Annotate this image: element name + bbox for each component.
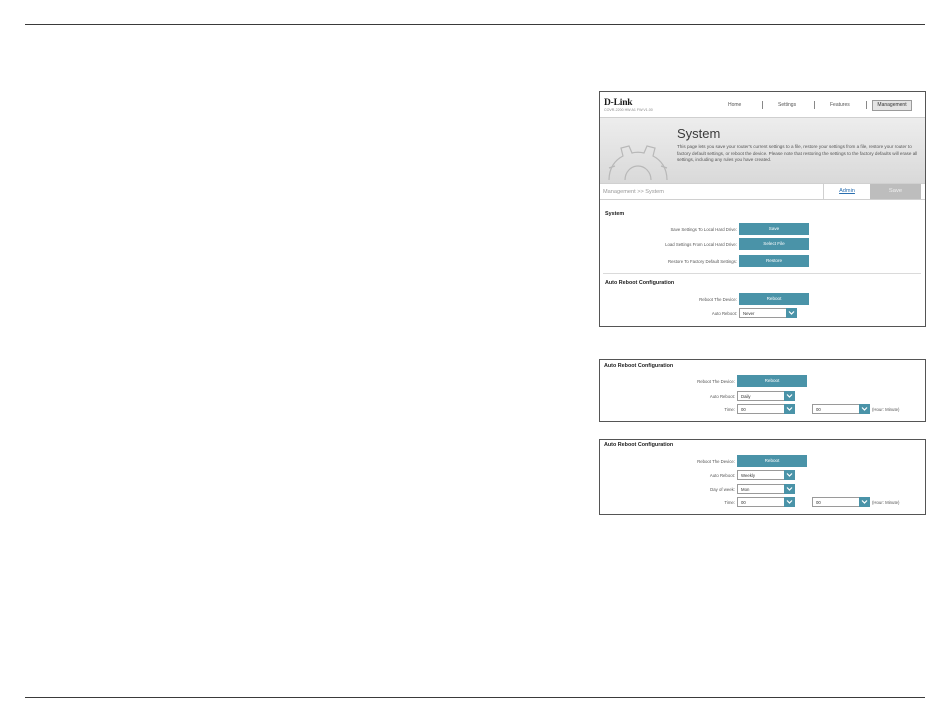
select-file-button[interactable]: Select File (739, 238, 809, 250)
load-settings-label: Load Settings From Local Hard Drive: (665, 242, 737, 247)
nav-settings[interactable]: Settings (778, 102, 797, 108)
reboot-device-label: Reboot The Device: (699, 297, 737, 302)
auto-reboot-label: Auto Reboot: (709, 394, 735, 399)
page-title: System (677, 126, 721, 141)
chevron-down-icon (784, 391, 795, 401)
breadcrumb-bar (600, 183, 925, 200)
time-format-note: (Hour: Minute) (872, 500, 900, 505)
save-settings-label: Save Settings To Local Hard Drive: (670, 227, 737, 232)
router-header (600, 92, 925, 117)
auto-reboot-select[interactable] (737, 391, 795, 401)
day-of-week-select[interactable] (737, 484, 795, 494)
weekly-reboot-screenshot (599, 439, 926, 515)
chevron-down-icon (784, 497, 795, 507)
reboot-device-label: Reboot The Device: (697, 379, 735, 384)
system-section-heading: System (605, 211, 625, 217)
auto-reboot-value: Weekly (741, 472, 756, 478)
system-page-screenshot (599, 91, 926, 327)
hour-value: 00 (741, 499, 746, 505)
reboot-device-label: Reboot The Device: (697, 459, 735, 464)
auto-reboot-value: Never (743, 310, 755, 316)
gear-icon (605, 134, 671, 182)
chevron-down-icon (784, 484, 795, 494)
auto-reboot-select[interactable] (737, 470, 795, 480)
dlink-logo: D-Link (604, 98, 633, 108)
time-label: Time: (724, 407, 735, 412)
admin-link[interactable]: Admin (823, 184, 870, 199)
auto-reboot-label: Auto Reboot: (709, 473, 735, 478)
reboot-button[interactable]: Reboot (739, 293, 809, 305)
restore-button[interactable]: Restore (739, 255, 809, 267)
hour-value: 00 (741, 406, 746, 412)
nav-home[interactable]: Home (728, 102, 742, 108)
hour-select[interactable] (737, 404, 795, 414)
auto-reboot-heading: Auto Reboot Configuration (604, 442, 674, 448)
daily-reboot-screenshot (599, 359, 926, 422)
minute-select[interactable] (812, 497, 870, 507)
auto-reboot-select[interactable] (739, 308, 797, 318)
chevron-down-icon (859, 497, 870, 507)
auto-reboot-value: Daily (741, 393, 751, 399)
reboot-button[interactable]: Reboot (737, 455, 807, 467)
bottom-rule (25, 697, 925, 698)
hour-select[interactable] (737, 497, 795, 507)
top-rule (25, 24, 925, 25)
auto-reboot-heading: Auto Reboot Configuration (604, 363, 674, 369)
minute-value: 00 (816, 499, 821, 505)
save-settings-button[interactable]: Save (739, 223, 809, 235)
page-description: This page lets you save your router's current settings to a file, restore your settings from a file, restore your router to factory default settings, or reboot the device. Please note that restoring the settings to the factory defaults will erase all settings, including any rules you have created. (677, 144, 918, 162)
nav-features[interactable]: Features (830, 102, 850, 108)
chevron-down-icon (784, 470, 795, 480)
chevron-down-icon (784, 404, 795, 414)
nav-divider (866, 101, 867, 109)
time-label: Time: (724, 500, 735, 505)
page-banner (600, 117, 925, 183)
model-info: COVR-2200 HW:A1 FW:V1.00 (604, 108, 653, 112)
nav-divider (762, 101, 763, 109)
auto-reboot-heading: Auto Reboot Configuration (605, 280, 675, 286)
breadcrumb: Management >> System (603, 189, 664, 195)
section-divider (603, 273, 921, 274)
restore-defaults-label: Restore To Factory Default Settings: (668, 259, 737, 264)
minute-select[interactable] (812, 404, 870, 414)
time-format-note: (Hour: Minute) (872, 407, 900, 412)
day-of-week-label: Day of week: (710, 487, 735, 492)
chevron-down-icon (786, 308, 797, 318)
nav-divider (814, 101, 815, 109)
auto-reboot-label: Auto Reboot: (711, 311, 737, 316)
day-of-week-value: Mon (741, 486, 750, 492)
save-button[interactable]: Save (870, 184, 921, 199)
reboot-button[interactable]: Reboot (737, 375, 807, 387)
chevron-down-icon (859, 404, 870, 414)
minute-value: 00 (816, 406, 821, 412)
nav-management[interactable]: Management (872, 100, 912, 111)
